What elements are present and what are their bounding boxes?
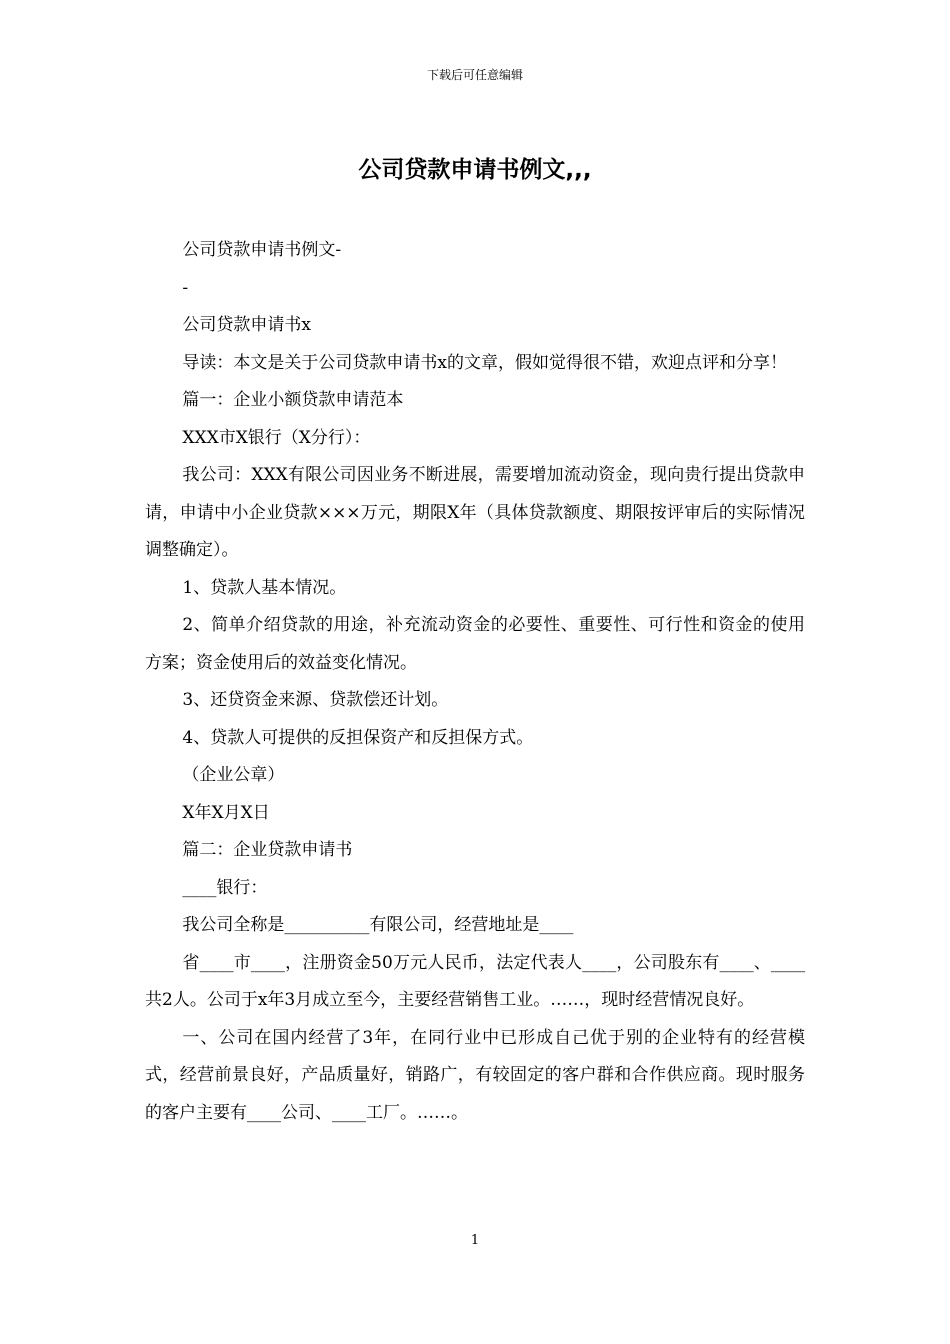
paragraph: 4、贷款人可提供的反担保资产和反担保方式。: [182, 727, 534, 748]
page-number: 1: [470, 1233, 480, 1248]
paragraph: （企业公章）: [182, 765, 285, 785]
paragraph: XXX市X银行（X分行）：: [182, 427, 371, 448]
paragraph: 我公司：XXX有限公司因业务不断进展，需要增加流动资金，现向贵行提出贷款申请，申请中小企业贷款×××万元，期限X年（具体贷款额度、期限按评审后的实际情况调整确定）。: [145, 465, 805, 560]
document-title: 公司贷款申请书例文,,,: [358, 157, 592, 183]
paragraph: 省____市____，注册资金50万元人民币，法定代表人____，公司股东有____、____共2人。公司于x年3月成立至今，主要经营销售工业。……，现时经营情况良好。: [145, 952, 805, 1010]
paragraph: -: [182, 277, 189, 298]
paragraph: 2、简单介绍贷款的用途，补充流动资金的必要性、重要性、可行性和资金的使用方案；资金使用后的效益变化情况。: [145, 615, 805, 673]
paragraph: 一、公司在国内经营了3年，在同行业中已形成自己优于别的企业特有的经营模式，经营前景良好，产品质量好，销路广，有较固定的客户群和合作供应商。现时服务的客户主要有____公司、____工厂。……。: [145, 1027, 805, 1123]
paragraph: 篇二：企业贷款申请书: [182, 840, 353, 860]
paragraph: 篇一：企业小额贷款申请范本: [182, 390, 404, 410]
paragraph: 公司贷款申请书例文-: [182, 240, 342, 260]
paragraph: 公司贷款申请书x: [182, 315, 311, 335]
paragraph: 1、贷款人基本情况。: [182, 577, 347, 598]
document-body: [145, 232, 805, 1132]
paragraph: 我公司全称是__________有限公司，经营地址是____: [182, 915, 574, 935]
paragraph: X年X月X日: [182, 802, 270, 823]
header-note: 下载后可任意编辑: [426, 68, 523, 82]
paragraph: 3、还贷资金来源、贷款偿还计划。: [182, 690, 449, 710]
paragraph: ____银行：: [182, 877, 268, 898]
paragraph: 导读：本文是关于公司贷款申请书x的文章，假如觉得很不错，欢迎点评和分享！: [182, 352, 787, 373]
